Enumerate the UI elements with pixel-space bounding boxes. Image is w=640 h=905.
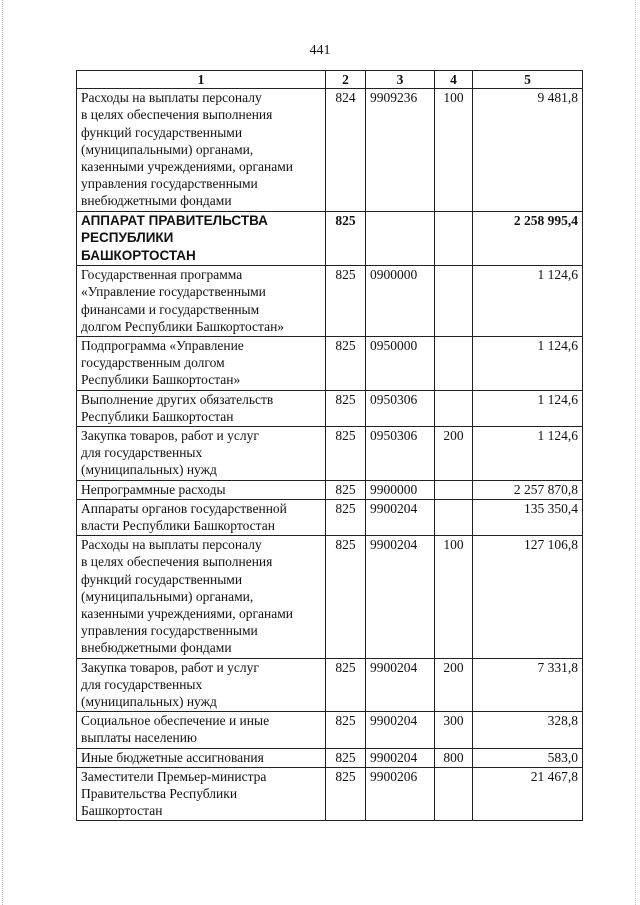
row-amount-cell: 127 106,8 — [473, 536, 583, 658]
row-vr-cell — [435, 390, 473, 426]
row-csr-cell: 9900204 — [366, 499, 435, 535]
row-name-cell: Заместители Премьер-министра Правительства Республики Башкортостан — [77, 767, 326, 821]
row-name-cell: Закупка товаров, работ и услуг для государственных (муниципальных) нужд — [77, 426, 326, 480]
row-ministry-cell: 825 — [326, 499, 366, 535]
row-csr-cell: 9900204 — [366, 536, 435, 658]
row-name-cell: Аппараты органов государственной власти Республики Башкортостан — [77, 499, 326, 535]
row-amount-cell: 328,8 — [473, 712, 583, 748]
table-row — [77, 266, 583, 337]
row-csr-cell: 9900000 — [366, 480, 435, 499]
row-ministry-cell: 825 — [326, 712, 366, 748]
table-row — [77, 767, 583, 821]
row-csr-cell: 0950000 — [366, 336, 435, 390]
scan-edge-left — [2, 0, 4, 905]
row-ministry-cell: 825 — [326, 266, 366, 337]
table-row — [77, 499, 583, 535]
row-ministry-cell: 824 — [326, 89, 366, 211]
row-amount-cell: 7 331,8 — [473, 658, 583, 712]
row-name-cell: Иные бюджетные ассигнования — [77, 748, 326, 767]
row-name-cell: Расходы на выплаты персоналу в целях обеспечения выполнения функций государственными (муниципальными) органами, казенными учреждениями, органами управления государственными внебюджетными фондами — [77, 536, 326, 658]
row-ministry-cell: 825 — [326, 390, 366, 426]
scan-edge-right — [635, 0, 637, 905]
row-amount-cell: 2 257 870,8 — [473, 480, 583, 499]
row-name-cell: Государственная программа «Управление государственными финансами и государственным долгом Республики Башкортостан» — [77, 266, 326, 337]
row-vr-cell — [435, 480, 473, 499]
table-body — [77, 89, 583, 821]
row-amount-cell: 1 124,6 — [473, 390, 583, 426]
row-vr-cell: 100 — [435, 536, 473, 658]
row-vr-cell — [435, 336, 473, 390]
row-ministry-cell: 825 — [326, 658, 366, 712]
table-row — [77, 336, 583, 390]
header-col-csr: 3 — [366, 71, 435, 89]
row-vr-cell: 100 — [435, 89, 473, 211]
row-vr-cell: 200 — [435, 426, 473, 480]
header-col-name: 1 — [77, 71, 326, 89]
row-amount-cell: 583,0 — [473, 748, 583, 767]
row-name-cell: Выполнение других обязательств Республики Башкортостан — [77, 390, 326, 426]
row-ministry-cell: 825 — [326, 336, 366, 390]
row-amount-cell: 135 350,4 — [473, 499, 583, 535]
row-csr-cell: 9900204 — [366, 658, 435, 712]
row-name-cell: Расходы на выплаты персоналу в целях обеспечения выполнения функций государственными (муниципальными) органами, казенными учреждениями, органами управления государственными внебюджетными фондами — [77, 89, 326, 211]
row-ministry-cell: 825 — [326, 480, 366, 499]
row-vr-cell — [435, 767, 473, 821]
row-vr-cell: 800 — [435, 748, 473, 767]
row-vr-cell — [435, 266, 473, 337]
table-row — [77, 480, 583, 499]
row-amount-cell: 1 124,6 — [473, 426, 583, 480]
row-vr-cell — [435, 211, 473, 266]
table-row — [77, 426, 583, 480]
row-name-cell: Непрограммные расходы — [77, 480, 326, 499]
row-csr-cell — [366, 211, 435, 266]
table-header-row — [77, 71, 583, 89]
row-name-cell: Социальное обеспечение и иные выплаты населению — [77, 712, 326, 748]
budget-table — [76, 70, 583, 821]
row-name-cell: Закупка товаров, работ и услуг для государственных (муниципальных) нужд — [77, 658, 326, 712]
table-row — [77, 211, 583, 266]
row-ministry-cell: 825 — [326, 748, 366, 767]
table-row — [77, 712, 583, 748]
row-csr-cell: 9900204 — [366, 712, 435, 748]
table-row — [77, 536, 583, 658]
row-csr-cell: 0900000 — [366, 266, 435, 337]
row-amount-cell: 1 124,6 — [473, 336, 583, 390]
table-row — [77, 658, 583, 712]
row-ministry-cell: 825 — [326, 536, 366, 658]
row-csr-cell: 9909236 — [366, 89, 435, 211]
table-row — [77, 748, 583, 767]
header-col-ministry: 2 — [326, 71, 366, 89]
row-csr-cell: 9900204 — [366, 748, 435, 767]
row-csr-cell: 9900206 — [366, 767, 435, 821]
row-name-cell: АППАРАТ ПРАВИТЕЛЬСТВА РЕСПУБЛИКИ БАШКОРТОСТАН — [77, 211, 326, 266]
row-ministry-cell: 825 — [326, 426, 366, 480]
header-col-amount: 5 — [473, 71, 583, 89]
row-vr-cell: 300 — [435, 712, 473, 748]
row-amount-cell: 1 124,6 — [473, 266, 583, 337]
table-row — [77, 89, 583, 211]
row-csr-cell: 0950306 — [366, 390, 435, 426]
row-name-cell: Подпрограмма «Управление государственным долгом Республики Башкортостан» — [77, 336, 326, 390]
row-ministry-cell: 825 — [326, 767, 366, 821]
table-row — [77, 390, 583, 426]
row-csr-cell: 0950306 — [366, 426, 435, 480]
row-vr-cell — [435, 499, 473, 535]
row-amount-cell: 21 467,8 — [473, 767, 583, 821]
row-vr-cell: 200 — [435, 658, 473, 712]
row-amount-cell: 9 481,8 — [473, 89, 583, 211]
row-amount-cell: 2 258 995,4 — [473, 211, 583, 266]
row-ministry-cell: 825 — [326, 211, 366, 266]
page-number: 441 — [309, 43, 331, 58]
header-col-vr: 4 — [435, 71, 473, 89]
